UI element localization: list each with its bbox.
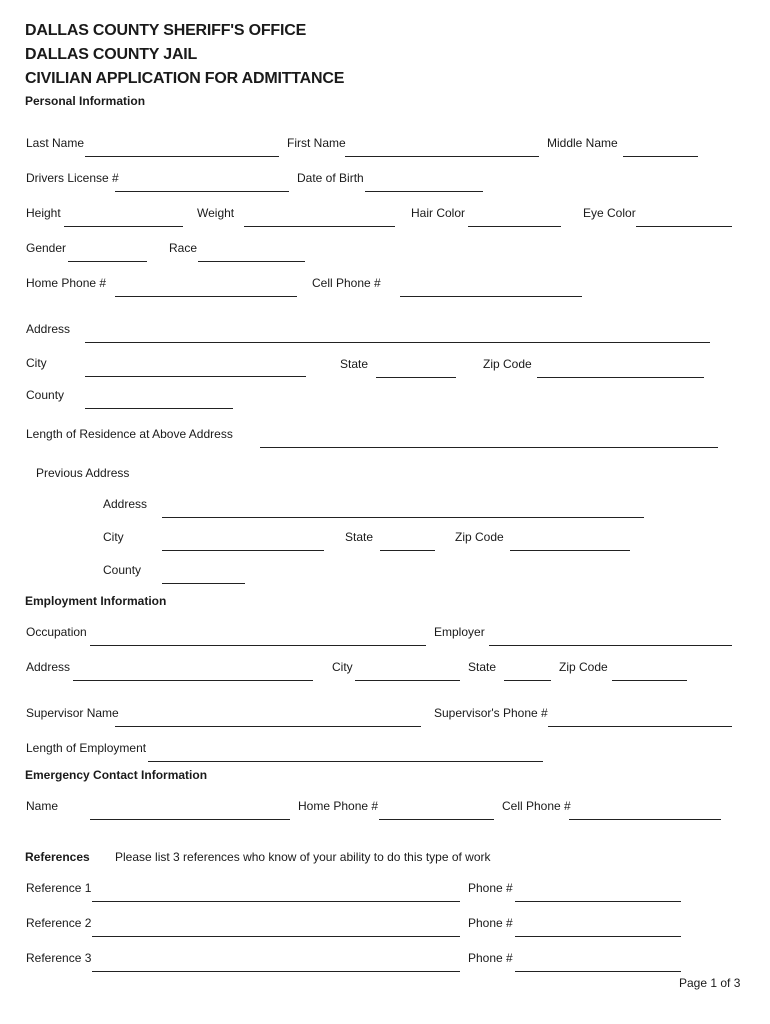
references-heading: References (25, 850, 90, 864)
emergency-name-label: Name (26, 799, 59, 813)
supervisor-phone-field[interactable] (548, 726, 732, 727)
reference-3-phone-field[interactable] (515, 971, 681, 972)
last-name-field[interactable] (85, 156, 279, 157)
length-residence-label: Length of Residence at Above Address (26, 427, 233, 441)
employer-label: Employer (434, 625, 485, 639)
jail-title: DALLAS COUNTY JAIL (25, 46, 198, 63)
emergency-cell-phone-label: Cell Phone # (502, 799, 571, 813)
prev-city-label: City (103, 530, 124, 544)
reference-2-label: Reference 2 (26, 916, 92, 930)
home-phone-field[interactable] (115, 296, 297, 297)
eye-color-field[interactable] (636, 226, 732, 227)
employer-state-label: State (468, 660, 497, 674)
emergency-cell-phone-field[interactable] (569, 819, 721, 820)
reference-3-label: Reference 3 (26, 951, 92, 965)
race-field[interactable] (198, 261, 305, 262)
reference-1-phone-label: Phone # (468, 881, 513, 895)
city-field[interactable] (85, 376, 306, 377)
prev-state-field[interactable] (380, 550, 435, 551)
cell-phone-label: Cell Phone # (312, 276, 381, 290)
eye-color-label: Eye Color (583, 206, 636, 220)
gender-label: Gender (26, 241, 67, 255)
reference-2-field[interactable] (92, 936, 460, 937)
occupation-field[interactable] (90, 645, 426, 646)
weight-field[interactable] (244, 226, 395, 227)
emergency-home-phone-field[interactable] (379, 819, 494, 820)
race-label: Race (169, 241, 198, 255)
address-field[interactable] (85, 342, 710, 343)
reference-3-phone-label: Phone # (468, 951, 513, 965)
hair-color-field[interactable] (468, 226, 561, 227)
reference-3-field[interactable] (92, 971, 460, 972)
dob-label: Date of Birth (297, 171, 364, 185)
height-field[interactable] (64, 226, 183, 227)
drivers-license-label: Drivers License # (26, 171, 119, 185)
prev-city-field[interactable] (162, 550, 324, 551)
gender-field[interactable] (68, 261, 147, 262)
zip-field[interactable] (537, 377, 704, 378)
references-instruction: Please list 3 references who know of your ability to do this type of work (115, 850, 491, 864)
reference-1-label: Reference 1 (26, 881, 92, 895)
city-label: City (26, 356, 47, 370)
county-label: County (26, 388, 65, 402)
employer-address-label: Address (26, 660, 71, 674)
prev-county-label: County (103, 563, 142, 577)
page-number: Page 1 of 3 (679, 976, 741, 990)
supervisor-phone-label: Supervisor's Phone # (434, 706, 548, 720)
prev-state-label: State (345, 530, 374, 544)
zip-label: Zip Code (483, 357, 532, 371)
supervisor-name-field[interactable] (115, 726, 421, 727)
personal-info-heading: Personal Information (25, 94, 146, 108)
occupation-label: Occupation (26, 625, 87, 639)
emergency-name-field[interactable] (90, 819, 290, 820)
employer-city-field[interactable] (355, 680, 460, 681)
home-phone-label: Home Phone # (26, 276, 107, 290)
length-employment-label: Length of Employment (26, 741, 147, 755)
prev-address-field[interactable] (162, 517, 644, 518)
employer-zip-field[interactable] (612, 680, 687, 681)
emergency-contact-heading: Emergency Contact Information (25, 768, 208, 782)
address-label: Address (26, 322, 71, 336)
agency-title: DALLAS COUNTY SHERIFF'S OFFICE (25, 22, 307, 39)
prev-zip-label: Zip Code (455, 530, 504, 544)
height-label: Height (26, 206, 61, 220)
previous-address-heading: Previous Address (36, 466, 130, 480)
cell-phone-field[interactable] (400, 296, 582, 297)
first-name-field[interactable] (345, 156, 539, 157)
weight-label: Weight (197, 206, 235, 220)
middle-name-field[interactable] (623, 156, 698, 157)
prev-address-label: Address (103, 497, 148, 511)
supervisor-name-label: Supervisor Name (26, 706, 119, 720)
emergency-home-phone-label: Home Phone # (298, 799, 379, 813)
reference-2-phone-field[interactable] (515, 936, 681, 937)
reference-1-field[interactable] (92, 901, 460, 902)
form-title: CIVILIAN APPLICATION FOR ADMITTANCE (25, 70, 345, 87)
employer-address-field[interactable] (73, 680, 313, 681)
employer-city-label: City (332, 660, 353, 674)
dob-field[interactable] (365, 191, 483, 192)
middle-name-label: Middle Name (547, 136, 618, 150)
county-field[interactable] (85, 408, 233, 409)
length-employment-field[interactable] (148, 761, 543, 762)
first-name-label: First Name (287, 136, 346, 150)
state-field[interactable] (376, 377, 456, 378)
employer-zip-label: Zip Code (559, 660, 608, 674)
state-label: State (340, 357, 369, 371)
drivers-license-field[interactable] (115, 191, 289, 192)
last-name-label: Last Name (26, 136, 85, 150)
employer-field[interactable] (489, 645, 732, 646)
reference-2-phone-label: Phone # (468, 916, 513, 930)
length-residence-field[interactable] (260, 447, 718, 448)
employer-state-field[interactable] (504, 680, 551, 681)
reference-1-phone-field[interactable] (515, 901, 681, 902)
hair-color-label: Hair Color (411, 206, 466, 220)
employment-info-heading: Employment Information (25, 594, 167, 608)
prev-county-field[interactable] (162, 583, 245, 584)
prev-zip-field[interactable] (510, 550, 630, 551)
